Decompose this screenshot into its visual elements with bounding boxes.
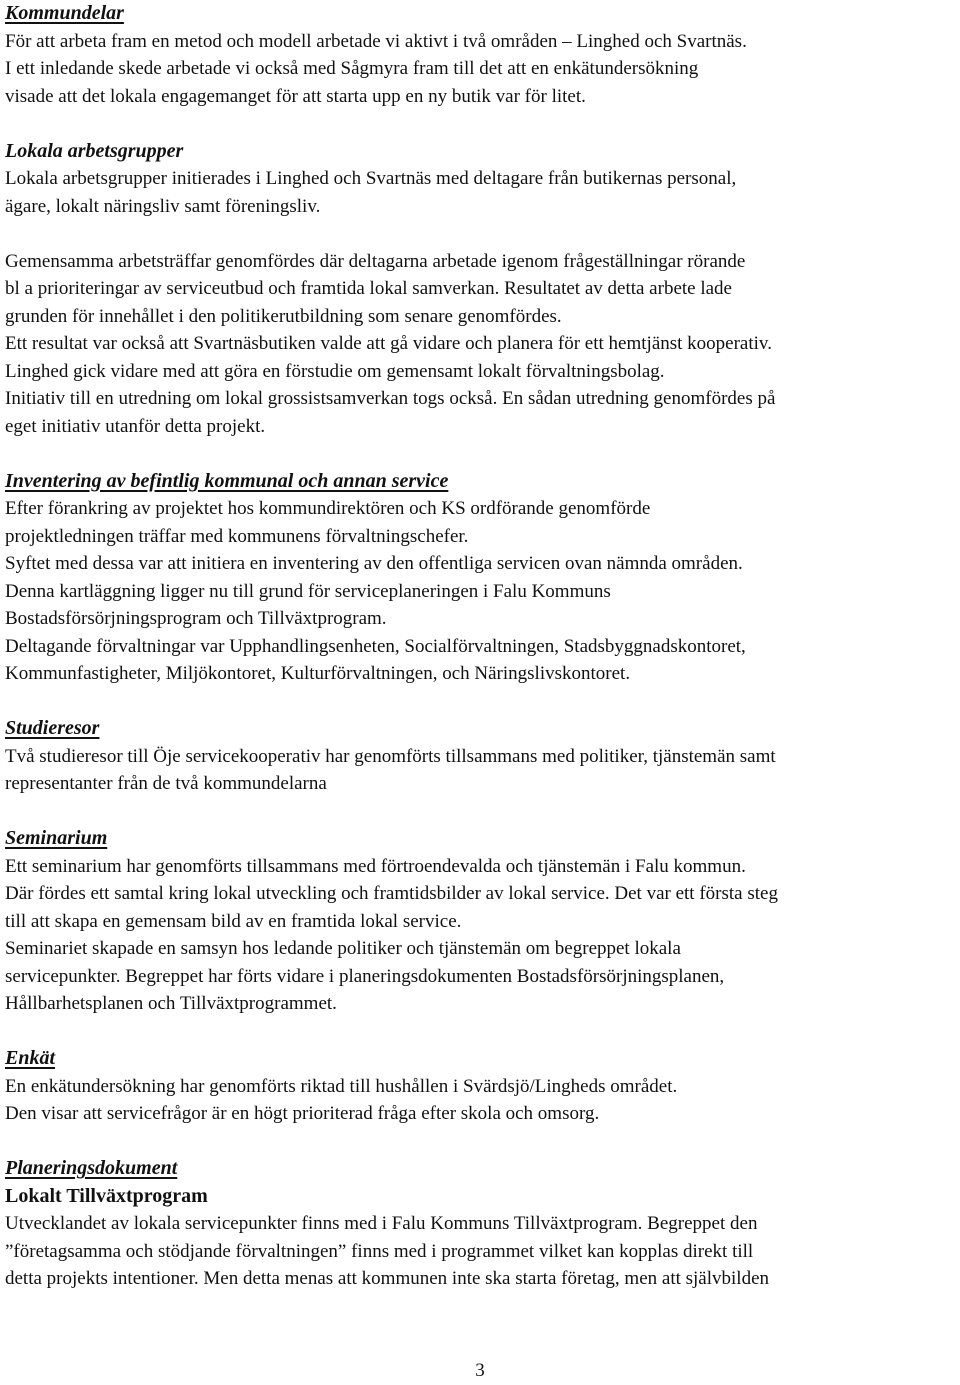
paragraph-line: Deltagande förvaltningar var Upphandlingsenheten, Socialförvaltningen, Stadsbyggnadskontoret, — [5, 635, 746, 657]
paragraph-line: Lokala arbetsgrupper initierades i Linghed och Svartnäs med deltagare från butikernas personal, — [5, 168, 737, 189]
section-enkat — [5, 1045, 960, 1128]
paragraph-line: eget initiativ utanför detta projekt. — [5, 415, 266, 437]
paragraph-line: Efter förankring av projektet hos kommundirektören och KS ordförande genomförde — [5, 498, 651, 519]
section-heading: Planeringsdokument — [5, 1157, 178, 1179]
paragraph-line: Utvecklandet av lokala servicepunkter finns med i Falu Kommuns Tillväxtprogram. Begreppet den — [5, 1213, 758, 1234]
paragraph-line: visade att det lokala engagemanget för att starta upp en ny butik var för litet. — [5, 85, 586, 107]
paragraph-line: projektledningen träffar med kommunens förvaltningschefer. — [5, 525, 469, 547]
paragraph-line: En enkätundersökning har genomförts riktad till hushållen i Svärdsjö/Lingheds området. — [5, 1075, 678, 1097]
paragraph-line: grunden för innehållet i den politikerutbildning som senare genomfördes. — [5, 305, 562, 327]
paragraph-line: Linghed gick vidare med att göra en förstudie om gemensamt lokalt förvaltningsbolag. — [5, 360, 665, 382]
paragraph-line: Hållbarhetsplanen och Tillväxtprogrammet. — [5, 993, 337, 1014]
paragraph-line: till att skapa en gemensam bild av en framtida lokal service. — [5, 910, 462, 932]
section-inventering — [5, 468, 960, 688]
paragraph-line: servicepunkter. Begreppet har förts vidare i planeringsdokumenten Bostadsförsörjningsplanen, — [5, 965, 725, 987]
paragraph-line: Initiativ till en utredning om lokal grossistsamverkan togs också. En sådan utredning genomfördes på — [5, 388, 776, 409]
section-lokala-arbetsgrupper — [5, 138, 960, 441]
paragraph-line: Denna kartläggning ligger nu till grund för serviceplaneringen i Falu Kommuns — [5, 580, 611, 602]
section-heading: Inventering av befintlig kommunal och annan service — [5, 469, 449, 492]
section-heading: Kommundelar — [5, 2, 124, 24]
paragraph-line: Ett seminarium har genomförts tillsammans med förtroendevalda och tjänstemän i Falu kommun. — [5, 855, 746, 877]
paragraph-line: I ett inledande skede arbetade vi också med Sågmyra fram till det att en enkätundersökning — [5, 58, 699, 79]
paragraph-line: detta projekts intentioner. Men detta menas att kommunen inte ska starta företag, men att självbilden — [5, 1268, 770, 1289]
paragraph-line: Ett resultat var också att Svartnäsbutiken valde att gå vidare och planera för ett hemtjänst kooperativ. — [5, 333, 772, 354]
document-page — [5, 0, 960, 1293]
section-heading: Lokala arbetsgrupper — [5, 139, 184, 162]
section-heading: Studieresor — [5, 717, 100, 739]
paragraph-line: ägare, lokalt näringsliv samt föreningsliv. — [5, 195, 321, 217]
paragraph-line: Gemensamma arbetsträffar genomfördes där deltagarna arbetade igenom frågeställningar rörande — [5, 250, 746, 272]
paragraph-line: ”företagsamma och stödjande förvaltningen” finns med i programmet vilket kan kopplas direkt till — [5, 1240, 754, 1262]
section-seminarium — [5, 825, 960, 1018]
section-heading: Seminarium — [5, 827, 108, 849]
paragraph-line: Bostadsförsörjningsprogram och Tillväxtprogram. — [5, 608, 387, 629]
section-heading: Enkät — [5, 1047, 56, 1069]
paragraph-line: Kommunfastigheter, Miljökontoret, Kulturförvaltningen, och Näringslivskontoret. — [5, 663, 631, 684]
paragraph-line: Där fördes ett samtal kring lokal utveckling och framtidsbilder av lokal service. Det var ett första steg — [5, 883, 778, 904]
paragraph-line: representanter från de två kommundelarna — [5, 773, 327, 794]
paragraph-line: Två studieresor till Öje servicekooperativ har genomförts tillsammans med politiker, tjänstemän samt — [5, 745, 776, 767]
section-kommundelar — [5, 0, 960, 110]
page-number: 3 — [475, 1360, 485, 1381]
paragraph-line: Syftet med dessa var att initiera en inventering av den offentliga servicen ovan nämnda områden. — [5, 553, 743, 574]
section-planeringsdokument — [5, 1155, 960, 1293]
paragraph-line: Seminariet skapade en samsyn hos ledande politiker och tjänstemän om begreppet lokala — [5, 938, 681, 959]
section-studieresor — [5, 715, 960, 798]
section-subheading: Lokalt Tillväxtprogram — [5, 1184, 208, 1207]
paragraph-line: bl a prioriteringar av serviceutbud och framtida lokal samverkan. Resultatet av detta arbete lade — [5, 278, 732, 299]
paragraph-line: Den visar att servicefrågor är en högt prioriterad fråga efter skola och omsorg. — [5, 1103, 600, 1124]
paragraph-line: För att arbeta fram en metod och modell arbetade vi aktivt i två områden – Linghed och Svartnäs. — [5, 30, 747, 52]
